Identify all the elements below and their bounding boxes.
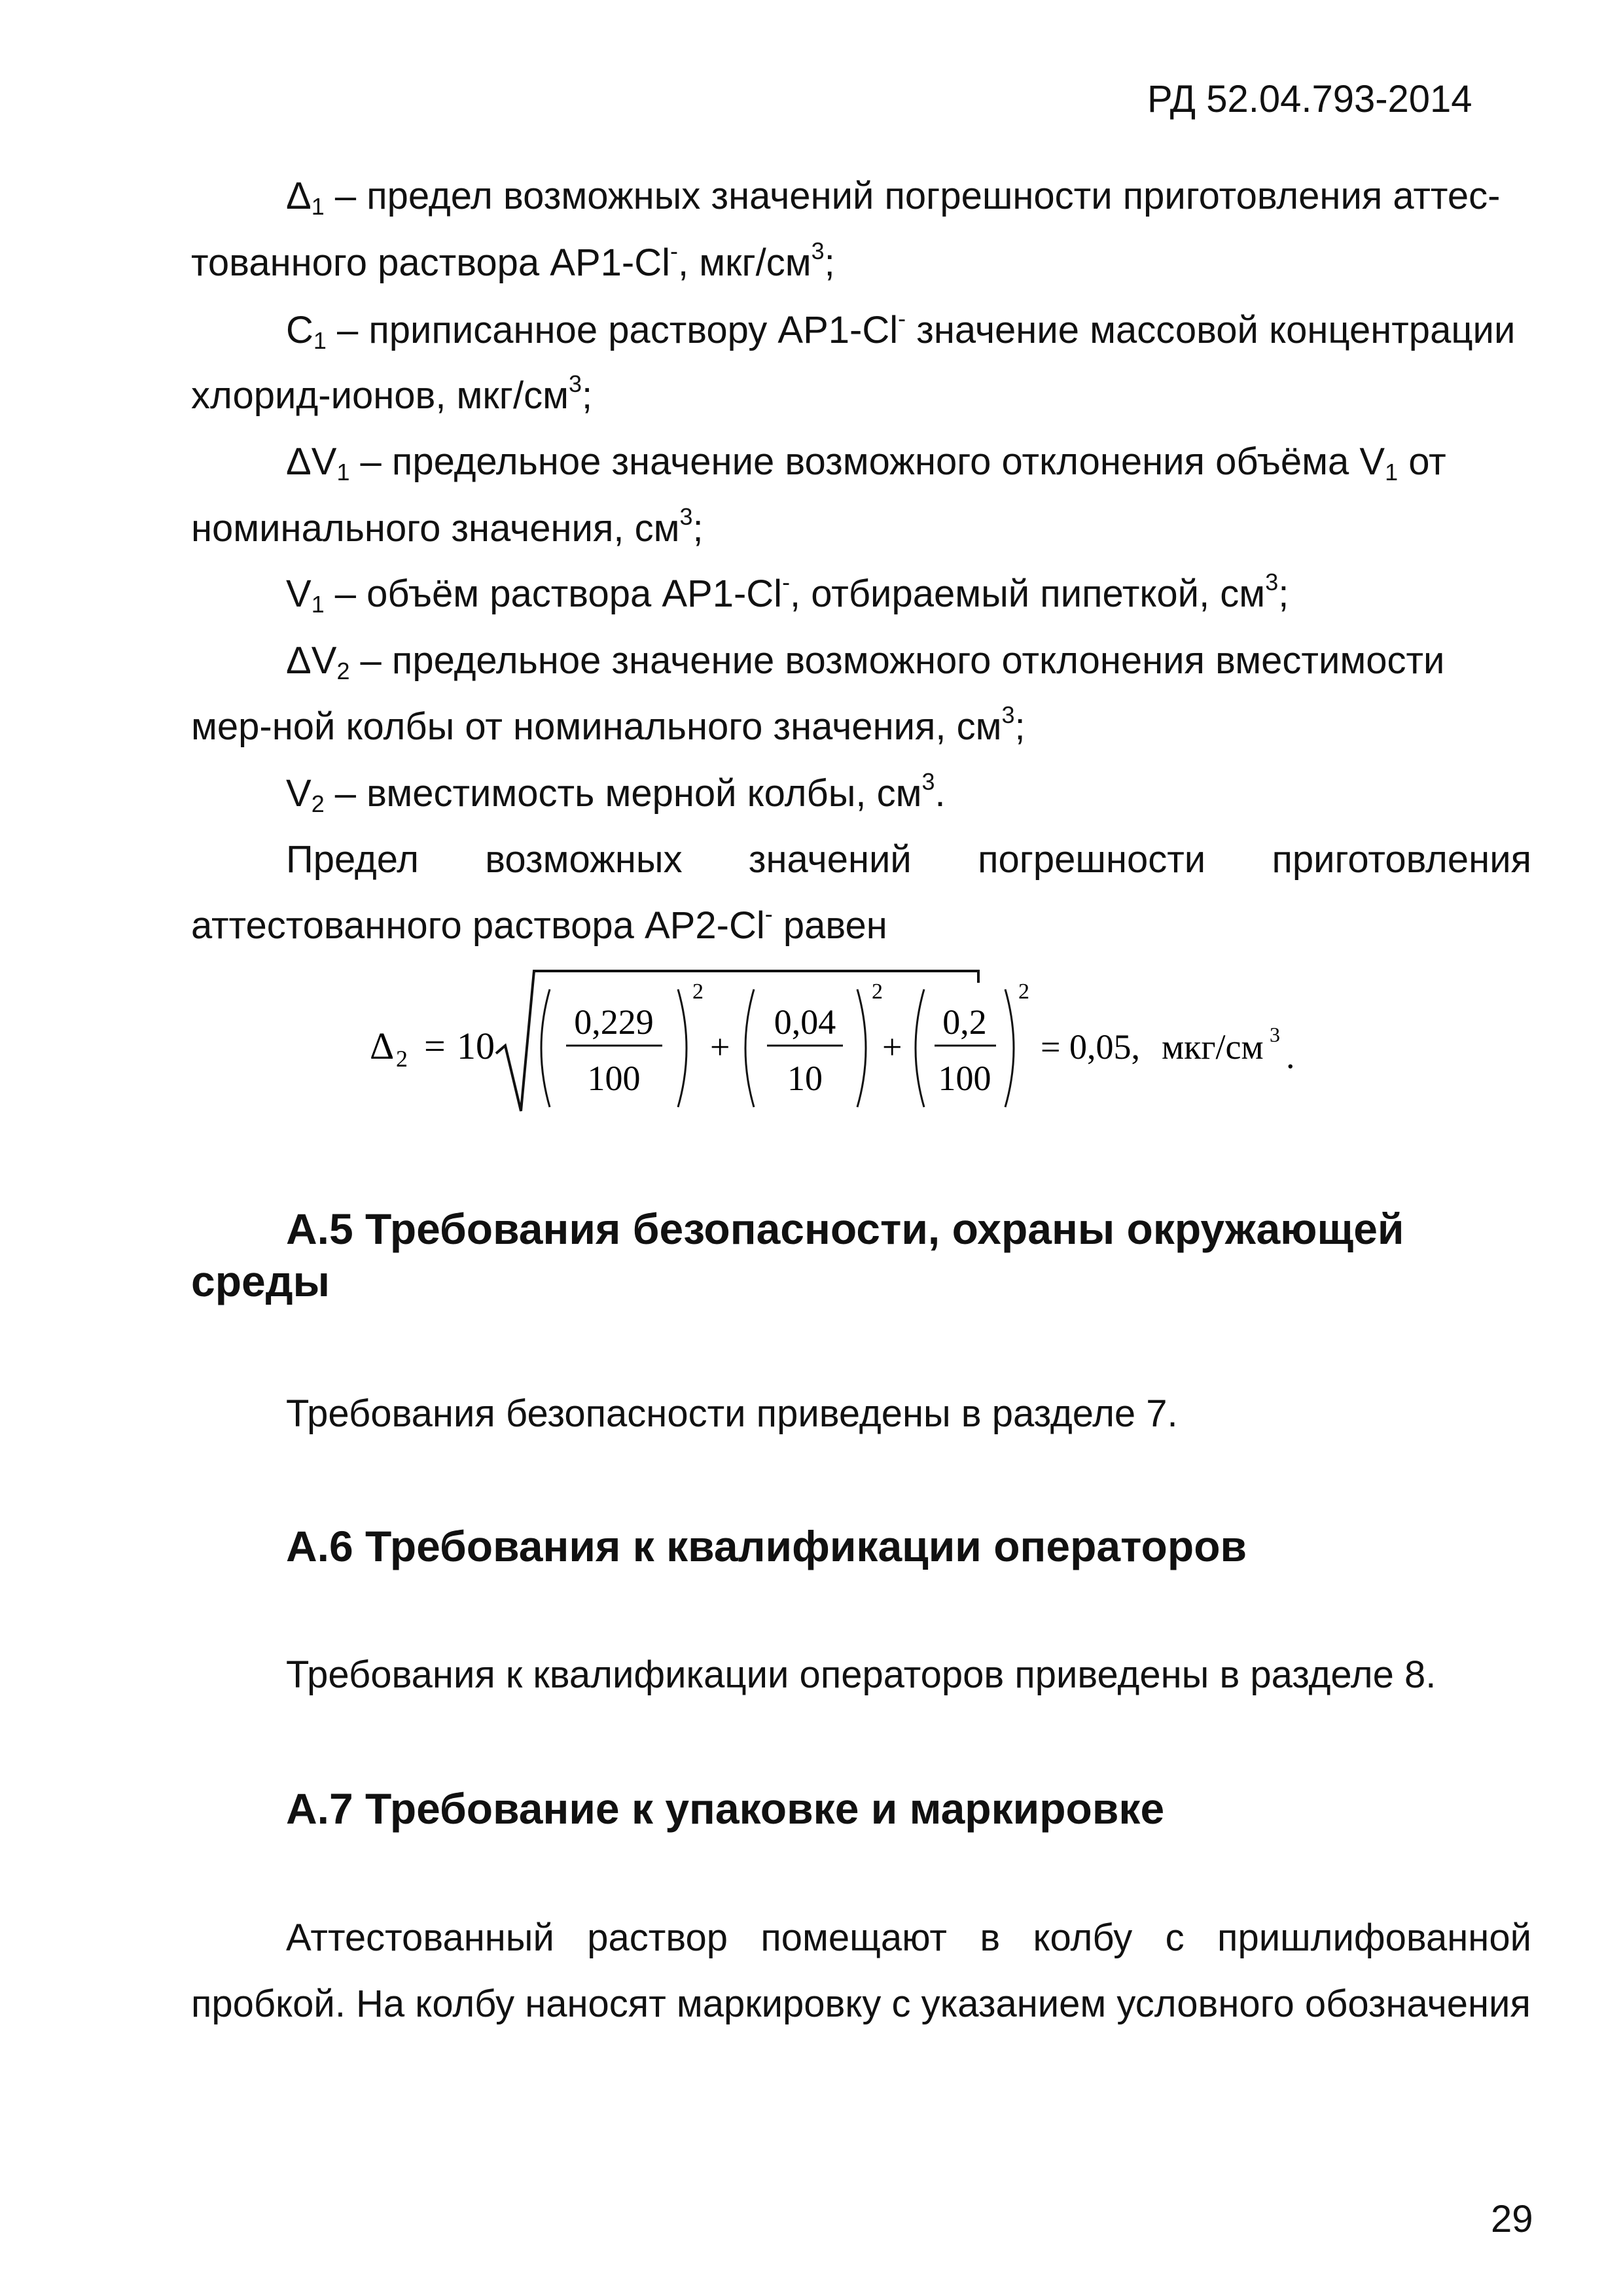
definition-delta1-line1: $\Delta_1$ – предел возможных значений погрешности приготовления аттес- — [286, 175, 1501, 220]
term1-denominator: 100 — [587, 1059, 641, 1098]
document-code: РД 52.04.793-2014 — [1147, 78, 1472, 120]
formula-unit-exponent: 3 — [1270, 1023, 1280, 1046]
formula-eq: = — [424, 1025, 446, 1067]
term1-numerator: 0,229 — [574, 1002, 654, 1042]
definition-dv2-line2: мер-ной колбы от номинального значения, $см^3$; — [191, 701, 1026, 748]
delta2-formula — [353, 962, 1361, 1125]
definition-v2-line1: $V_2$ – вместимость мерной колбы, $см^3$. — [286, 768, 946, 817]
radical-sign — [496, 971, 978, 1111]
paren-left — [916, 989, 924, 1107]
term3-denominator: 100 — [938, 1059, 991, 1098]
paren-left — [745, 989, 754, 1107]
section-a7-text-line1: Аттестованный раствор помещают в колбу с пришлифованной — [286, 1916, 1531, 1959]
section-a5-text: Требования безопасности приведены в разделе 7. — [286, 1392, 1178, 1435]
formula-unit: мкг/см — [1162, 1027, 1264, 1067]
term1-exponent: 2 — [692, 980, 704, 1004]
plus-sign: + — [882, 1027, 902, 1067]
section-a6-title: А.6 Требования к квалификации операторов — [286, 1522, 1247, 1570]
definition-v1-line1: $V_1$ – объём раствора АР1-Cl-, отбираемый пипеткой, $см^3$; — [286, 568, 1289, 618]
limit-paragraph-line2: аттестованного раствора АР2-Cl- равен — [191, 900, 887, 947]
definition-dv2-line1: $\Delta V_2$ – предельное значение возможного отклонения вместимости — [286, 639, 1445, 684]
definition-c1-line1: $C_1$ – приписанное раствору АР1-Cl- значение массовой концентрации — [286, 304, 1516, 354]
formula-coef: 10 — [457, 1025, 495, 1067]
formula-lhs: Δ — [370, 1025, 395, 1067]
paren-right — [857, 989, 866, 1107]
paren-right — [678, 989, 687, 1107]
term2-exponent: 2 — [872, 980, 883, 1004]
definition-delta1-line2: тованного раствора АР1-Cl-, мкг/$см^3$; — [191, 237, 835, 284]
formula-lhs-sub: 2 — [396, 1046, 408, 1072]
paren-left — [541, 989, 550, 1107]
formula-end: . — [1286, 1036, 1295, 1076]
section-a7-title: А.7 Требование к упаковке и маркировке — [286, 1784, 1165, 1833]
limit-paragraph-line1: Предел возможных значений погрешности приготовления — [286, 838, 1531, 881]
plus-sign: + — [710, 1027, 730, 1067]
term2-denominator: 10 — [787, 1059, 823, 1098]
section-a6-text: Требования к квалификации операторов приведены в разделе 8. — [286, 1653, 1436, 1696]
definition-c1-line2: хлорид-ионов, мкг/$см^3$; — [191, 370, 593, 417]
formula-svg — [353, 962, 1361, 1125]
paren-right — [1005, 989, 1014, 1107]
section-a5-title-line1: А.5 Требования безопасности, охраны окружающей — [286, 1205, 1404, 1253]
term2-numerator: 0,04 — [774, 1002, 836, 1042]
formula-result: = 0,05, — [1041, 1027, 1140, 1067]
term3-numerator: 0,2 — [942, 1002, 987, 1042]
section-a7-text-line2: пробкой. На колбу наносят маркировку с указанием условного обозначения — [191, 1983, 1531, 2025]
definition-dv1-line1: $\Delta V_1$ – предельное значение возможного отклонения объёма $V_1$ от — [286, 440, 1446, 486]
page-number: 29 — [1491, 2198, 1533, 2240]
term3-exponent: 2 — [1018, 980, 1029, 1004]
definition-dv1-line2: номинального значения, $см^3$; — [191, 503, 704, 550]
section-a5-title-line2: среды — [191, 1257, 330, 1305]
